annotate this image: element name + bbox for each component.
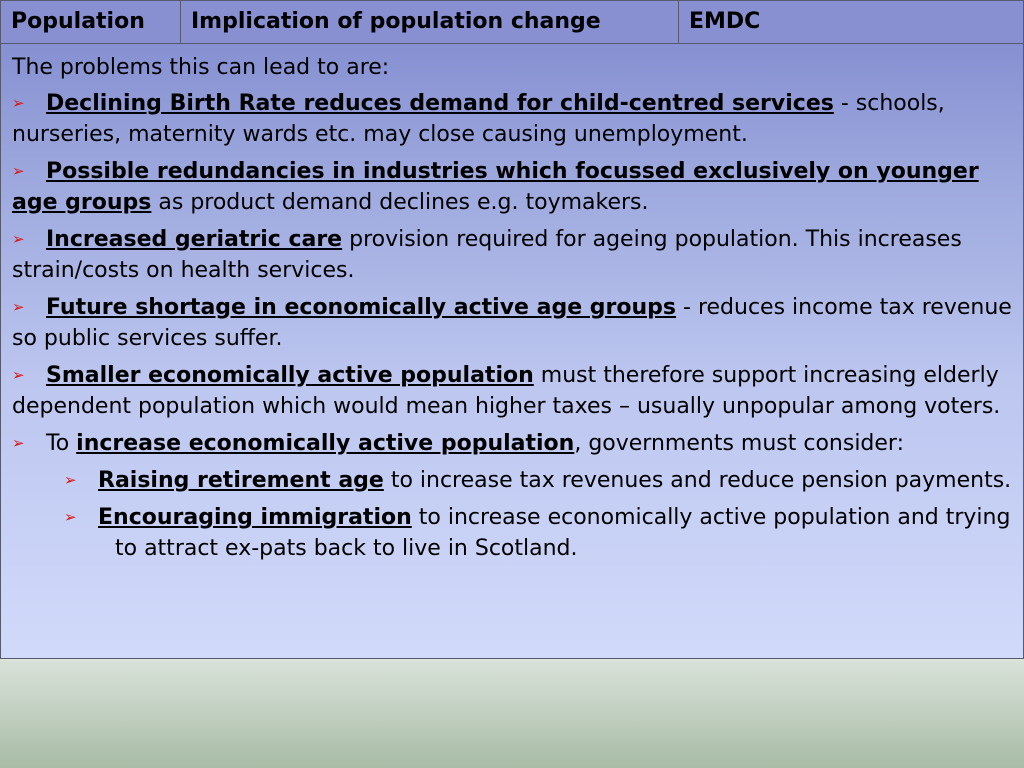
arrow-bullet-icon: ➢ [12, 94, 25, 112]
bullet-item [12, 428, 1012, 459]
bullet-item [12, 156, 1012, 218]
arrow-bullet-icon: ➢ [12, 162, 25, 180]
bullet-text: - schools, nurseries, maternity wards etc. may close causing unemployment. [12, 91, 945, 147]
table-header-row [1, 1, 1023, 44]
sub-bullet-item [12, 502, 1012, 564]
bullet-lead: Declining Birth Rate reduces demand for child-centred services [46, 91, 834, 116]
sub-bullet-text: to increase tax revenues and reduce pension payments. [383, 468, 1012, 493]
bullet-item [12, 88, 1012, 150]
bullet-item [12, 292, 1012, 354]
bullet-lead: Possible redundancies in industries which focussed exclusively on younger age groups [12, 159, 979, 215]
bullet-text: - reduces income tax revenue so public services suffer. [12, 295, 1012, 351]
intro-text: The problems this can lead to are: [12, 55, 390, 80]
bullet-text: as product demand declines e.g. toymakers. [151, 190, 649, 215]
sub-bullet-lead: Raising retirement age [98, 468, 384, 493]
header-emdc: EMDC [689, 9, 761, 34]
arrow-bullet-icon: ➢ [12, 230, 25, 248]
header-implication: Implication of population change [181, 1, 679, 43]
sub-bullet-item [12, 465, 1012, 496]
sub-bullet-text: to increase economically active population and trying to attract ex-pats back to live in Scotland. [115, 505, 1011, 561]
sub-bullet-lead: Encouraging immigration [98, 505, 412, 530]
bullet-item [12, 224, 1012, 286]
arrow-bullet-icon: ➢ [12, 434, 25, 452]
bullet-text: provision required for ageing population. This increases strain/costs on health services. [12, 227, 962, 283]
bullet-text: must therefore support increasing elderly dependent population which would mean higher taxes – usually unpopular among voters. [12, 363, 1001, 419]
bullet-lead: Increased geriatric care [46, 227, 343, 252]
bullet-lead: Future shortage in economically active age groups [46, 295, 677, 320]
arrow-bullet-icon: ➢ [64, 508, 77, 526]
arrow-bullet-icon: ➢ [12, 366, 25, 384]
bullet-item [12, 360, 1012, 422]
bullet-text: , governments must consider: [574, 431, 904, 456]
bullet-lead: Smaller economically active population [46, 363, 534, 388]
arrow-bullet-icon: ➢ [12, 298, 25, 316]
bullet-lead: increase economically active population [76, 431, 575, 456]
content-cell [12, 52, 1012, 570]
bullet-prefix: To [46, 431, 77, 456]
header-population: Population [1, 1, 181, 43]
arrow-bullet-icon: ➢ [64, 471, 77, 489]
